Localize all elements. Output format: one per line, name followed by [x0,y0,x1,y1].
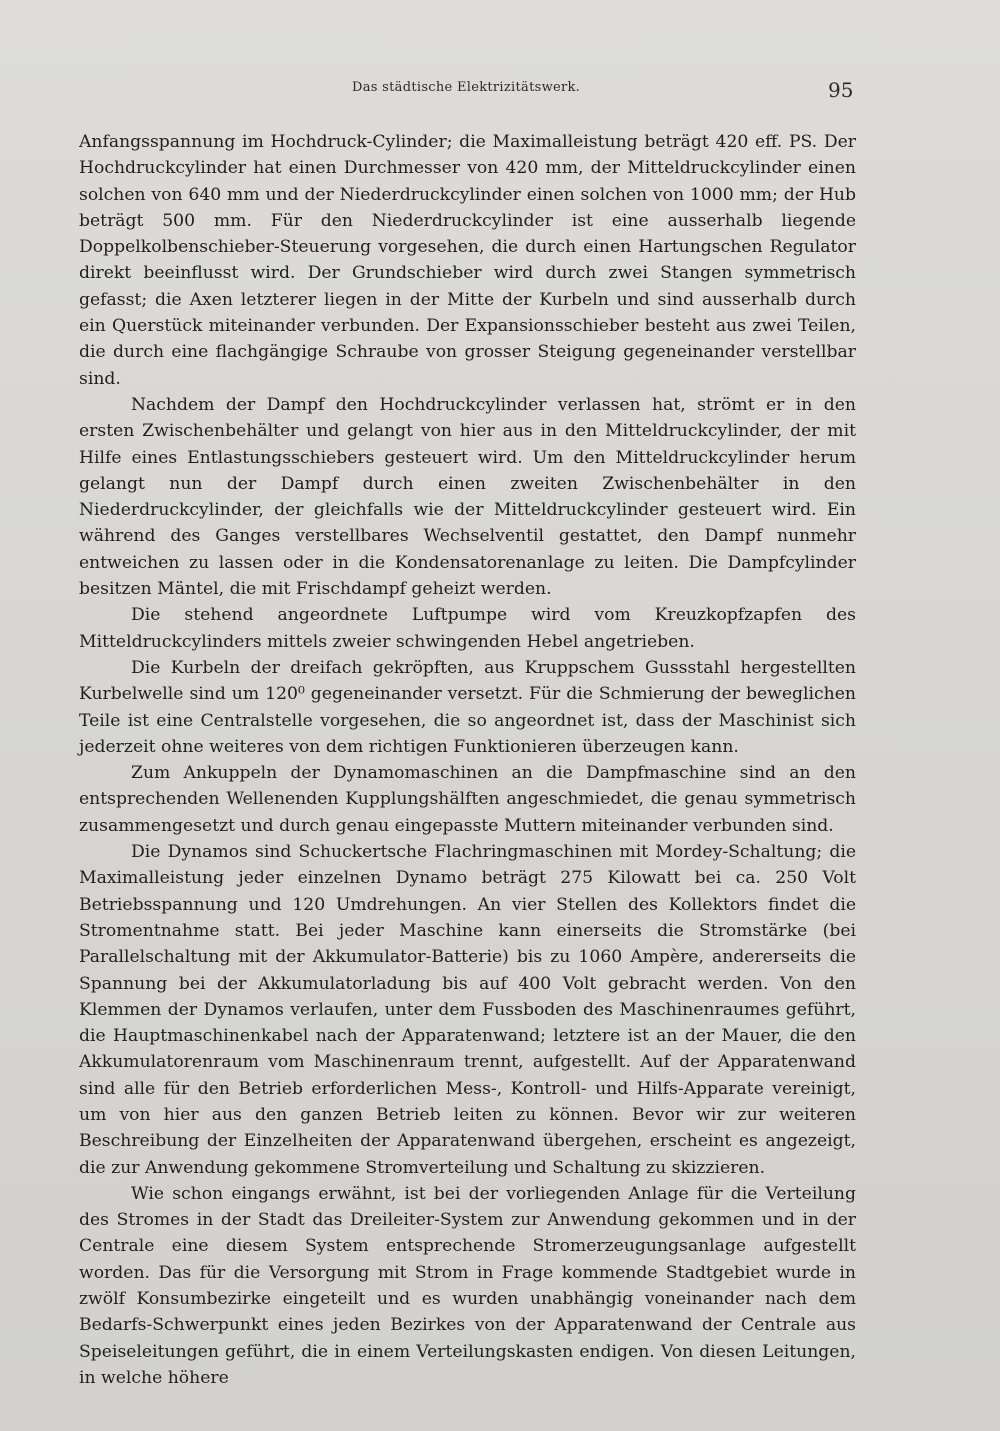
paragraph: Zum Ankuppeln der Dynamomaschinen an die Dampfmaschine sind an den entsprechenden Wellenenden Kupplungshälften angeschmiedet, die genau symmetrisch zusammengesetzt und durch genau eingepasste Muttern miteinander verbunden sind. [79,763,856,836]
paragraph: Wie schon eingangs erwähnt, ist bei der vorliegenden Anlage für die Verteilung des Stromes in der Stadt das Dreileiter-System zur Anwendung gekommen und in der Centrale eine diesem System entsprechende Stromerzeugungsanlage aufgestellt worden. Das für die Versorgung mit Strom in Frage kommende Stadtgebiet wurde in zwölf Konsumbezirke eingeteilt und es wurden unabhängig voneinander nach dem Bedarfs-Schwerpunkt eines jeden Bezirkes von der Apparatenwand der Centrale aus Speiseleitungen geführt, die in einem Verteilungskasten endigen. Von diesen Leitungen, in welche höhere [79,1183,856,1388]
running-head [0,76,1000,100]
paragraph: Anfangsspannung im Hochdruck-Cylinder; die Maximalleistung beträgt 420 eff. PS. Der Hochdruckcylinder hat einen Durchmesser von 420 mm, der Mitteldruckcylinder einen solchen von 640 mm und der Niederdruckcylinder einen solchen von 1000 mm; der Hub beträgt 500 mm. Für den Niederdruckcylinder ist eine ausserhalb liegende Doppelkolbenschieber-Steuerung vorgesehen, die durch einen Hartungschen Regulator direkt beeinflusst wird. Der Grundschieber wird durch zwei Stangen symmetrisch gefasst; die Axen letzterer liegen in der Mitte der Kurbeln und sind ausserhalb durch ein Querstück miteinander verbunden. Der Expansionsschieber besteht aus zwei Teilen, die durch eine flachgängige Schraube von grosser Steigung gegeneinander verstellbar sind. [79,132,856,389]
running-head-title: Das städtische Elektrizitätswerk. [352,80,581,95]
paragraph: Die Kurbeln der dreifach gekröpften, aus Kruppschem Gussstahl hergestellten Kurbelwelle sind um 120⁰ gegeneinander versetzt. Für die Schmierung der beweglichen Teile ist eine Centralstelle vorgesehen, die so angeordnet ist, dass der Maschinist sich jederzeit ohne weiteres von dem richtigen Funktionieren überzeugen kann. [79,657,856,757]
paragraph: Die stehend angeordnete Luftpumpe wird vom Kreuzkopfzapfen des Mitteldruckcylinders mittels zweier schwingenden Hebel angetrieben. [79,605,856,652]
page-number: 95 [828,78,854,102]
paragraph: Nachdem der Dampf den Hochdruckcylinder verlassen hat, strömt er in den ersten Zwischenbehälter und gelangt von hier aus in den Mitteldruckcylinder, der mit Hilfe eines Entlastungsschiebers gesteuert wird. Um den Mitteldruckcylinder herum gelangt nun der Dampf durch einen zweiten Zwischenbehälter in den Niederdruckcylinder, der gleichfalls wie der Mitteldruckcylinder gesteuert wird. Ein während des Ganges verstellbares Wechselventil gestattet, den Dampf nunmehr entweichen zu lassen oder in die Kondensatorenanlage zu leiten. Die Dampfcylinder besitzen Mäntel, die mit Frischdampf geheizt werden. [79,394,856,600]
paragraph: Die Dynamos sind Schuckertsche Flachringmaschinen mit Mordey-Schaltung; die Maximalleistung jeder einzelnen Dynamo beträgt 275 Kilowatt bei ca. 250 Volt Betriebsspannung und 120 Umdrehungen. An vier Stellen des Kollektors findet die Stromentnahme statt. Bei jeder Maschine kann einerseits die Stromstärke (bei Parallelschaltung mit der Akkumulator-Batterie) bis zu 1060 Ampère, andererseits die Spannung bei der Akkumulatorladung bis auf 400 Volt gebracht werden. Von den Klemmen der Dynamos verlaufen, unter dem Fussboden des Maschinenraumes geführt, die Hauptmaschinenkabel nach der Apparatenwand; letztere ist an der Mauer, die den Akkumulatorenraum vom Maschinenraum trennt, aufgestellt. Auf der Apparatenwand sind alle für den Betrieb erforderlichen Mess-, Kontroll- und Hilfs-Apparate vereinigt, um von hier aus den ganzen Betrieb leiten zu können. Bevor wir zur weiteren Beschreibung der Einzelheiten der Apparatenwand übergehen, erscheint es angezeigt, die zur Anwendung gekommene Stromverteilung und Schaltung zu skizzieren. [79,842,856,1178]
body-text [79,129,856,1391]
